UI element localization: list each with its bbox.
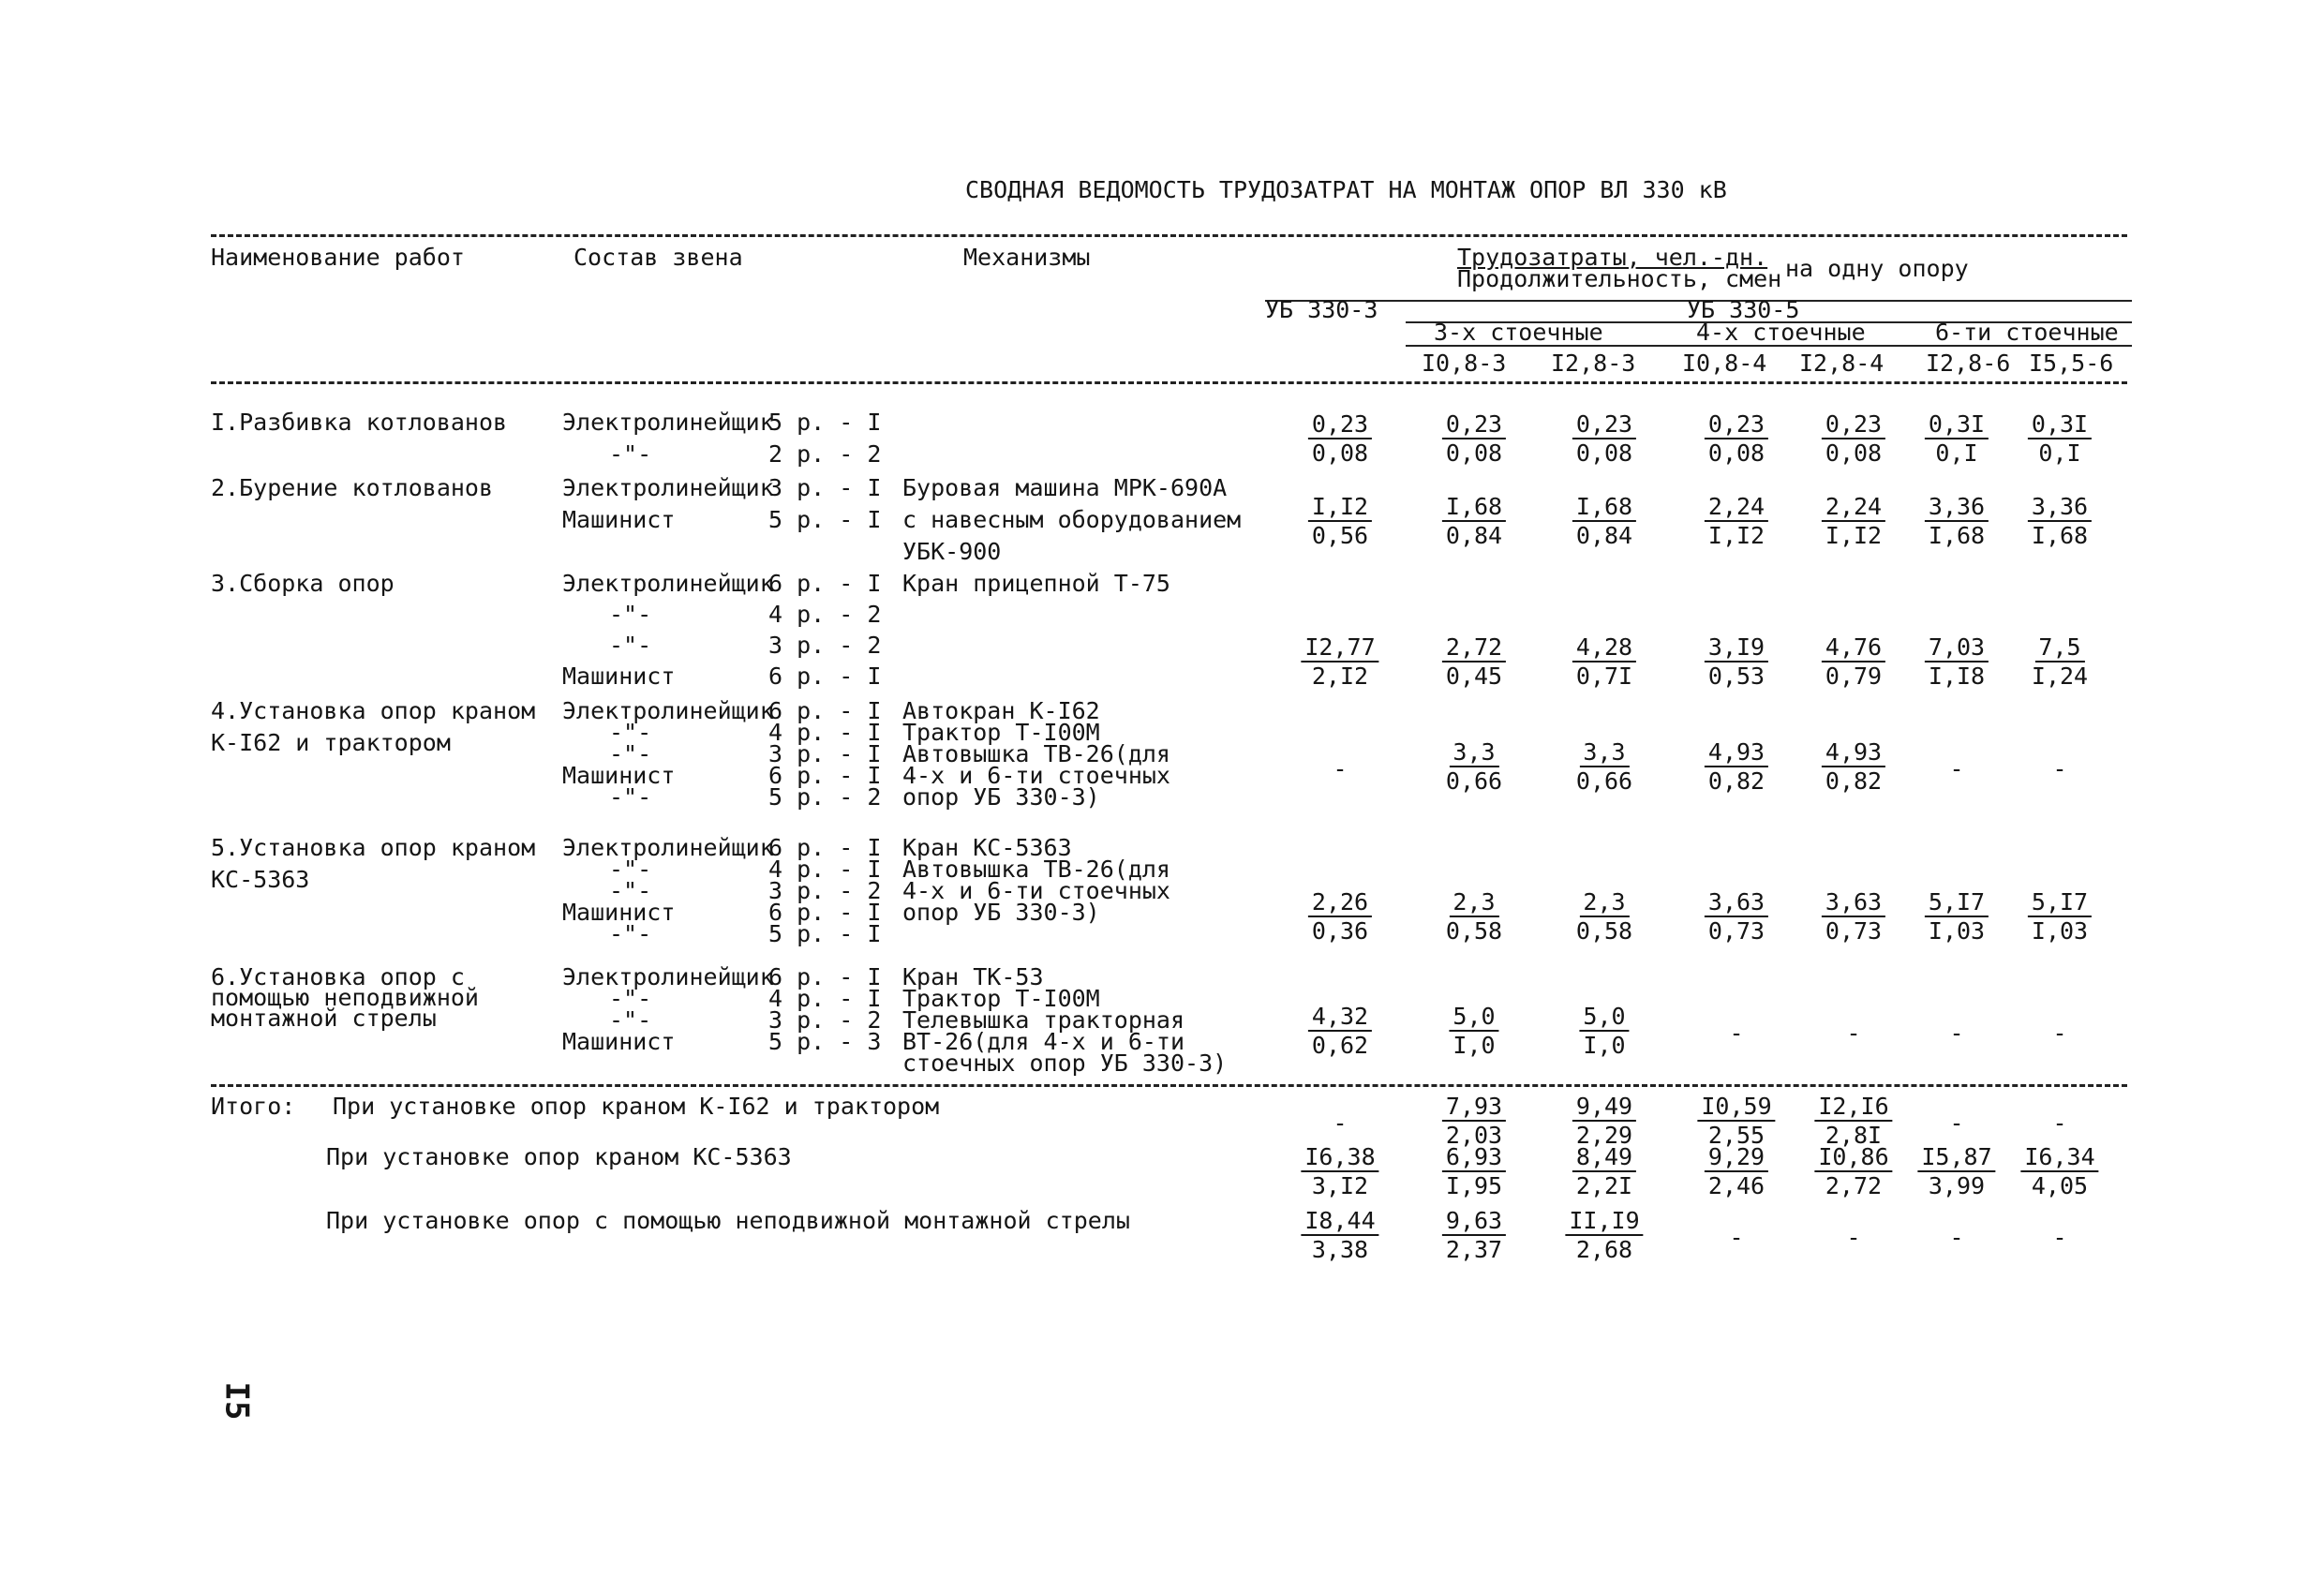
- header-col-1: I0,8-3: [1422, 350, 1507, 377]
- totals-row-2-text: При установке опор краном КС-5363: [326, 1143, 792, 1170]
- work-name: монтажной стрелы: [211, 1005, 437, 1032]
- crew-member: Электролинейщик: [562, 570, 774, 597]
- crew-grade: 3 р. - 2: [768, 1006, 882, 1034]
- page-number: I5: [217, 1381, 256, 1421]
- row-3-col-4-duration-value: 0,53: [1707, 663, 1765, 690]
- row-4-col-2-labor-value: 3,3: [1449, 740, 1498, 767]
- header-group-3: 3-х стоечные: [1434, 319, 1603, 346]
- row-6-col-2-labor-value: 5,0: [1449, 1005, 1498, 1032]
- row-5-col-6-labor-value: 5,I7: [1925, 890, 1989, 917]
- header-bottom-rule: [211, 381, 2127, 384]
- header-ub3303: УБ 330-3: [1265, 296, 1378, 323]
- total-3-col-2-duration-value: 2,37: [1445, 1236, 1503, 1263]
- row-6-col-7-dash: -: [2052, 1020, 2067, 1047]
- row-3-col-1-fraction: [1301, 635, 1378, 688]
- row-1-col-6-labor-value: 0,3I: [1925, 412, 1989, 439]
- mechanism: 4-х и 6-ти стоечных: [902, 877, 1170, 904]
- row-4-col-7-dash: -: [2052, 755, 2067, 782]
- total-1-col-3-fraction: [1572, 1094, 1636, 1147]
- mechanism: Автовышка ТВ-26(для: [902, 856, 1170, 883]
- row-2-col-2-labor-value: I,68: [1442, 495, 1506, 522]
- row-6-col-1-fraction: [1308, 1005, 1372, 1057]
- total-1-col-6-dash: -: [1949, 1109, 1964, 1137]
- crew-grade: 6 р. - I: [768, 663, 882, 690]
- row-2-col-1-duration-value: 0,56: [1311, 522, 1369, 549]
- row-1-col-1-labor-value: 0,23: [1308, 412, 1372, 439]
- row-2-col-2-fraction: [1442, 495, 1506, 547]
- row-1-col-3-labor-value: 0,23: [1572, 412, 1636, 439]
- mechanism: 4-х и 6-ти стоечных: [902, 762, 1170, 789]
- crew-grade: 5 р. - I: [768, 409, 882, 436]
- row-4-col-4-fraction: [1705, 740, 1768, 793]
- mechanism: Телевышка тракторная: [902, 1006, 1185, 1034]
- row-4-col-2-fraction: [1446, 740, 1502, 793]
- row-2-col-5-fraction: [1822, 495, 1885, 547]
- total-3-col-5-dash: -: [1846, 1224, 1861, 1251]
- crew-grade: 5 р. - 3: [768, 1028, 882, 1055]
- crew-member: -"-: [609, 632, 652, 659]
- total-3-col-1-fraction: [1301, 1209, 1378, 1261]
- mechanism: Трактор Т-I00М: [902, 719, 1100, 746]
- crew-grade: 5 р. - 2: [768, 783, 882, 811]
- crew-member: Электролинейщик: [562, 834, 774, 861]
- row-1-col-3-fraction: [1572, 412, 1636, 465]
- row-3-col-1-labor-value: I2,77: [1301, 635, 1378, 663]
- row-5-col-4-labor-value: 3,63: [1705, 890, 1768, 917]
- row-6-col-1-labor-value: 4,32: [1308, 1005, 1372, 1032]
- row-5-col-6-fraction: [1925, 890, 1989, 943]
- total-2-col-2-fraction: [1442, 1145, 1506, 1198]
- row-6-col-1-duration-value: 0,62: [1311, 1032, 1369, 1059]
- mechanism: Трактор Т-I00М: [902, 985, 1100, 1012]
- row-2-col-4-duration-value: I,I2: [1707, 522, 1765, 549]
- crew-member: -"-: [609, 740, 652, 767]
- crew-member: -"-: [609, 920, 652, 947]
- header-per-support: на одну опору: [1785, 255, 1969, 282]
- total-1-col-4-fraction: [1697, 1094, 1775, 1147]
- total-1-col-3-duration-value: 2,29: [1575, 1122, 1633, 1149]
- row-2-col-1-fraction: [1308, 495, 1372, 547]
- header-col-5: I2,8-6: [1926, 350, 2011, 377]
- crew-member: -"-: [609, 856, 652, 883]
- row-3-col-2-duration-value: 0,45: [1445, 663, 1503, 690]
- total-2-col-4-labor-value: 9,29: [1705, 1145, 1768, 1172]
- total-3-col-1-labor-value: I8,44: [1301, 1209, 1378, 1236]
- row-5-col-1-labor-value: 2,26: [1308, 890, 1372, 917]
- crew-member: -"-: [609, 601, 652, 628]
- row-5-col-5-duration-value: 0,73: [1825, 917, 1883, 945]
- work-name: 2.Бурение котлованов: [211, 474, 494, 501]
- crew-grade: 4 р. - I: [768, 719, 882, 746]
- row-5-col-5-fraction: [1822, 890, 1885, 943]
- row-2-col-6-fraction: [1925, 495, 1989, 547]
- row-1-col-6-fraction: [1925, 412, 1989, 465]
- row-1-col-4-duration-value: 0,08: [1707, 439, 1765, 467]
- total-3-col-2-fraction: [1442, 1209, 1506, 1261]
- crew-grade: 6 р. - I: [768, 762, 882, 789]
- row-5-col-5-labor-value: 3,63: [1822, 890, 1885, 917]
- total-3-col-1-duration-value: 3,38: [1311, 1236, 1369, 1263]
- total-3-col-3-labor-value: II,I9: [1565, 1209, 1643, 1236]
- row-2-col-1-labor-value: I,I2: [1308, 495, 1372, 522]
- row-5-col-7-labor-value: 5,I7: [2028, 890, 2092, 917]
- crew-member: Электролинейщик: [562, 963, 774, 990]
- row-3-col-1-duration-value: 2,I2: [1311, 663, 1369, 690]
- total-2-col-7-duration-value: 4,05: [2031, 1172, 2089, 1199]
- row-3-col-6-duration-value: I,I8: [1928, 663, 1986, 690]
- total-2-col-2-duration-value: I,95: [1445, 1172, 1503, 1199]
- row-3-col-3-fraction: [1572, 635, 1636, 688]
- work-name: К-I62 и трактором: [211, 729, 451, 756]
- row-1-col-7-fraction: [2028, 412, 2092, 465]
- header-group-6: 6-ти стоечные: [1935, 319, 2119, 346]
- row-4-col-6-dash: -: [1949, 755, 1964, 782]
- row-1-col-2-labor-value: 0,23: [1442, 412, 1506, 439]
- crew-grade: 5 р. - I: [768, 920, 882, 947]
- row-4-col-4-labor-value: 4,93: [1705, 740, 1768, 767]
- header-top-rule: [211, 234, 2127, 237]
- row-3-col-5-fraction: [1822, 635, 1885, 688]
- totals-label: Итого:: [211, 1093, 296, 1120]
- total-2-col-3-fraction: [1572, 1145, 1636, 1198]
- row-6-col-6-dash: -: [1949, 1020, 1964, 1047]
- total-1-col-4-labor-value: I0,59: [1697, 1094, 1775, 1122]
- row-2-col-3-duration-value: 0,84: [1575, 522, 1633, 549]
- total-2-col-1-fraction: [1301, 1145, 1378, 1198]
- crew-member: -"-: [609, 440, 652, 468]
- row-5-col-3-labor-value: 2,3: [1579, 890, 1629, 917]
- row-1-col-6-duration-value: 0,I: [1935, 439, 1978, 467]
- total-3-col-6-dash: -: [1949, 1224, 1964, 1251]
- row-2-col-5-labor-value: 2,24: [1822, 495, 1885, 522]
- row-5-col-1-fraction: [1308, 890, 1372, 943]
- row-1-col-7-duration-value: 0,I: [2038, 439, 2081, 467]
- header-col-6: I5,5-6: [2029, 350, 2114, 377]
- mechanism: Автокран К-I62: [902, 697, 1100, 724]
- row-1-col-7-labor-value: 0,3I: [2028, 412, 2092, 439]
- work-name: I.Разбивка котлованов: [211, 409, 508, 436]
- mechanism: опор УБ 330-3): [902, 899, 1100, 926]
- row-5-col-4-fraction: [1705, 890, 1768, 943]
- crew-grade: 5 р. - I: [768, 506, 882, 533]
- total-1-col-7-dash: -: [2052, 1109, 2067, 1137]
- crew-member: -"-: [609, 985, 652, 1012]
- crew-member: -"-: [609, 1006, 652, 1034]
- row-4-col-3-labor-value: 3,3: [1579, 740, 1629, 767]
- row-2-col-3-fraction: [1572, 495, 1636, 547]
- row-5-col-2-duration-value: 0,58: [1445, 917, 1503, 945]
- row-1-col-5-fraction: [1822, 412, 1885, 465]
- total-2-col-5-labor-value: I0,86: [1814, 1145, 1892, 1172]
- total-3-col-3-fraction: [1565, 1209, 1643, 1261]
- total-2-col-5-duration-value: 2,72: [1825, 1172, 1883, 1199]
- total-2-col-3-labor-value: 8,49: [1572, 1145, 1636, 1172]
- row-5-col-3-fraction: [1576, 890, 1632, 943]
- row-6-col-4-dash: -: [1729, 1020, 1744, 1047]
- row-2-col-7-duration-value: I,68: [2031, 522, 2089, 549]
- crew-grade: 4 р. - I: [768, 856, 882, 883]
- mechanism: Автовышка ТВ-26(для: [902, 740, 1170, 767]
- mechanism: Кран ТК-53: [902, 963, 1044, 990]
- row-3-col-7-labor-value: 7,5: [2034, 635, 2084, 663]
- row-4-col-3-duration-value: 0,66: [1575, 767, 1633, 795]
- total-1-col-2-duration-value: 2,03: [1445, 1122, 1503, 1149]
- work-name: 3.Сборка опор: [211, 570, 395, 597]
- crew-member: -"-: [609, 877, 652, 904]
- row-2-col-7-fraction: [2028, 495, 2092, 547]
- crew-grade: 3 р. - 2: [768, 877, 882, 904]
- header-col-2: I2,8-3: [1551, 350, 1636, 377]
- row-5-col-4-duration-value: 0,73: [1707, 917, 1765, 945]
- row-1-col-1-fraction: [1308, 412, 1372, 465]
- total-2-col-1-labor-value: I6,38: [1301, 1145, 1378, 1172]
- row-2-col-4-labor-value: 2,24: [1705, 495, 1768, 522]
- total-2-col-4-duration-value: 2,46: [1707, 1172, 1765, 1199]
- mechanism: с навесным оборудованием: [902, 506, 1242, 533]
- crew-grade: 2 р. - 2: [768, 440, 882, 468]
- row-3-col-6-labor-value: 7,03: [1925, 635, 1989, 663]
- crew-grade: 3 р. - I: [768, 474, 882, 501]
- total-2-col-7-labor-value: I6,34: [2020, 1145, 2098, 1172]
- mechanism: Кран прицепной Т-75: [902, 570, 1170, 597]
- row-5-col-2-labor-value: 2,3: [1449, 890, 1498, 917]
- row-4-col-1-dash: -: [1333, 755, 1348, 782]
- row-6-col-3-duration-value: I,0: [1583, 1032, 1626, 1059]
- total-3-col-3-duration-value: 2,68: [1575, 1236, 1633, 1263]
- row-4-col-3-fraction: [1576, 740, 1632, 793]
- crew-grade: 6 р. - I: [768, 899, 882, 926]
- crew-member: Машинист: [562, 1028, 676, 1055]
- mechanism: ВТ-26(для 4-х и 6-ти: [902, 1028, 1185, 1055]
- crew-grade: 6 р. - I: [768, 697, 882, 724]
- crew-member: Машинист: [562, 899, 676, 926]
- row-1-col-1-duration-value: 0,08: [1311, 439, 1369, 467]
- total-2-col-6-labor-value: I5,87: [1917, 1145, 1995, 1172]
- header-group-4: 4-х стоечные: [1696, 319, 1866, 346]
- row-3-col-2-fraction: [1442, 635, 1506, 688]
- row-1-col-3-duration-value: 0,08: [1575, 439, 1633, 467]
- row-1-col-5-labor-value: 0,23: [1822, 412, 1885, 439]
- row-3-col-7-duration-value: I,24: [2031, 663, 2089, 690]
- header-col-4: I2,8-4: [1799, 350, 1885, 377]
- mechanism: стоечных опор УБ 330-3): [902, 1050, 1228, 1077]
- total-2-col-2-labor-value: 6,93: [1442, 1145, 1506, 1172]
- row-1-col-2-fraction: [1442, 412, 1506, 465]
- row-1-col-4-fraction: [1705, 412, 1768, 465]
- crew-member: Электролинейщик: [562, 697, 774, 724]
- row-3-col-4-fraction: [1705, 635, 1768, 688]
- work-name: КС-5363: [211, 866, 310, 893]
- header-crew: Состав звена: [574, 244, 743, 271]
- mechanism: опор УБ 330-3): [902, 783, 1100, 811]
- total-1-col-4-duration-value: 2,55: [1707, 1122, 1765, 1149]
- crew-member: Машинист: [562, 663, 676, 690]
- row-2-col-7-labor-value: 3,36: [2028, 495, 2092, 522]
- totals-row-1-text: При установке опор краном К-I62 и трактором: [333, 1093, 940, 1120]
- crew-grade: 3 р. - I: [768, 740, 882, 767]
- mechanism: Кран КС-5363: [902, 834, 1072, 861]
- row-4-col-5-labor-value: 4,93: [1822, 740, 1885, 767]
- total-1-col-5-duration-value: 2,8I: [1825, 1122, 1883, 1149]
- total-1-col-2-labor-value: 7,93: [1442, 1094, 1506, 1122]
- row-2-col-6-duration-value: I,68: [1928, 522, 1986, 549]
- row-6-col-5-dash: -: [1846, 1020, 1861, 1047]
- crew-grade: 4 р. - I: [768, 985, 882, 1012]
- total-1-col-2-fraction: [1442, 1094, 1506, 1147]
- total-2-col-6-fraction: [1917, 1145, 1995, 1198]
- row-3-col-6-fraction: [1925, 635, 1989, 688]
- row-2-col-4-fraction: [1705, 495, 1768, 547]
- page-title: СВОДНАЯ ВЕДОМОСТЬ ТРУДОЗАТРАТ НА МОНТАЖ ОПОР ВЛ 330 кВ: [965, 176, 1727, 203]
- mechanism: Буровая машина МРК-690А: [902, 474, 1228, 501]
- total-2-col-7-fraction: [2020, 1145, 2098, 1198]
- row-6-col-2-duration-value: I,0: [1452, 1032, 1496, 1059]
- total-3-col-2-labor-value: 9,63: [1442, 1209, 1506, 1236]
- row-2-col-6-labor-value: 3,36: [1925, 495, 1989, 522]
- row-3-col-5-duration-value: 0,79: [1825, 663, 1883, 690]
- work-name: 5.Установка опор краном: [211, 834, 536, 861]
- work-name: помощью неподвижной: [211, 984, 479, 1011]
- row-6-col-3-labor-value: 5,0: [1579, 1005, 1629, 1032]
- header-mechanisms: Механизмы: [963, 244, 1091, 271]
- work-name: 6.Установка опор с: [211, 963, 465, 990]
- row-5-col-7-duration-value: I,03: [2031, 917, 2089, 945]
- crew-member: Машинист: [562, 506, 676, 533]
- crew-member: Электролинейщик: [562, 474, 774, 501]
- row-6-col-2-fraction: [1449, 1005, 1498, 1057]
- header-col-3: I0,8-4: [1682, 350, 1767, 377]
- crew-member: Электролинейщик: [562, 409, 774, 436]
- row-4-col-5-duration-value: 0,82: [1825, 767, 1883, 795]
- crew-grade: 3 р. - 2: [768, 632, 882, 659]
- row-3-col-7-fraction: [2032, 635, 2088, 688]
- total-1-col-5-labor-value: I2,I6: [1814, 1094, 1892, 1122]
- total-1-col-3-labor-value: 9,49: [1572, 1094, 1636, 1122]
- row-5-col-1-duration-value: 0,36: [1311, 917, 1369, 945]
- crew-member: Машинист: [562, 762, 676, 789]
- crew-grade: 6 р. - I: [768, 834, 882, 861]
- total-3-col-4-dash: -: [1729, 1224, 1744, 1251]
- total-1-col-5-fraction: [1814, 1094, 1892, 1147]
- row-5-col-7-fraction: [2028, 890, 2092, 943]
- row-3-col-4-labor-value: 3,I9: [1705, 635, 1768, 663]
- total-2-col-6-duration-value: 3,99: [1928, 1172, 1986, 1199]
- total-2-col-3-duration-value: 2,2I: [1575, 1172, 1633, 1199]
- header-ub3305: УБ 330-5: [1687, 296, 1800, 323]
- header-labor-bottom: Продолжительность, смен: [1457, 265, 1782, 292]
- row-2-col-5-duration-value: I,I2: [1825, 522, 1883, 549]
- row-1-col-4-labor-value: 0,23: [1705, 412, 1768, 439]
- crew-member: -"-: [609, 719, 652, 746]
- row-3-col-3-labor-value: 4,28: [1572, 635, 1636, 663]
- total-1-col-1-dash: -: [1333, 1109, 1348, 1137]
- header-works: Наименование работ: [211, 244, 465, 271]
- crew-grade: 6 р. - I: [768, 963, 882, 990]
- row-3-col-3-duration-value: 0,7I: [1575, 663, 1633, 690]
- total-2-col-5-fraction: [1814, 1145, 1892, 1198]
- totals-row-3-text: При установке опор с помощью неподвижной монтажной стрелы: [326, 1207, 1130, 1234]
- mechanism: УБК-900: [902, 538, 1002, 565]
- crew-grade: 4 р. - 2: [768, 601, 882, 628]
- totals-rule: [211, 1084, 2127, 1087]
- total-3-col-7-dash: -: [2052, 1224, 2067, 1251]
- row-2-col-2-duration-value: 0,84: [1445, 522, 1503, 549]
- work-name: 4.Установка опор краном: [211, 697, 536, 724]
- row-6-col-3-fraction: [1579, 1005, 1629, 1057]
- row-4-col-5-fraction: [1822, 740, 1885, 793]
- row-5-col-3-duration-value: 0,58: [1575, 917, 1633, 945]
- crew-grade: 6 р. - I: [768, 570, 882, 597]
- row-4-col-2-duration-value: 0,66: [1445, 767, 1503, 795]
- row-4-col-4-duration-value: 0,82: [1707, 767, 1765, 795]
- row-5-col-6-duration-value: I,03: [1928, 917, 1986, 945]
- row-3-col-5-labor-value: 4,76: [1822, 635, 1885, 663]
- row-3-col-2-labor-value: 2,72: [1442, 635, 1506, 663]
- row-5-col-2-fraction: [1446, 890, 1502, 943]
- crew-member: -"-: [609, 783, 652, 811]
- row-1-col-5-duration-value: 0,08: [1825, 439, 1883, 467]
- total-2-col-4-fraction: [1705, 1145, 1768, 1198]
- header-labor-top: Трудозатраты, чел.-дн.: [1457, 244, 1768, 271]
- row-1-col-2-duration-value: 0,08: [1445, 439, 1503, 467]
- row-2-col-3-labor-value: I,68: [1572, 495, 1636, 522]
- total-2-col-1-duration-value: 3,I2: [1311, 1172, 1369, 1199]
